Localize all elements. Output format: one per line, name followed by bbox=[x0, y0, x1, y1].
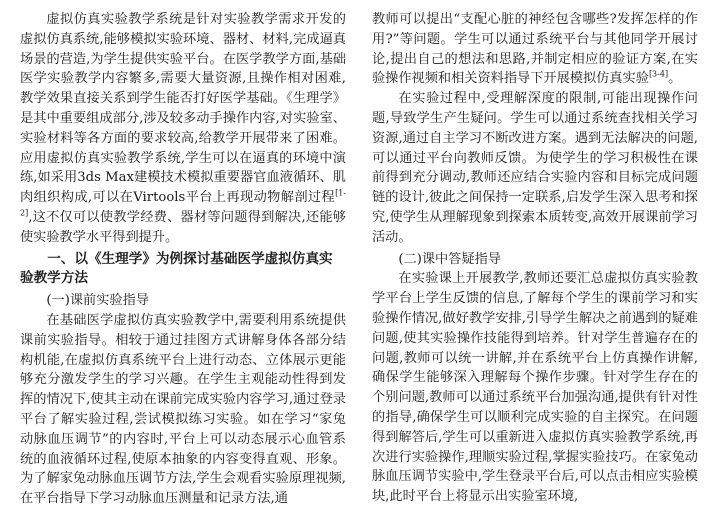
subsection-heading-1: (一)课前实验指导 bbox=[46, 293, 149, 309]
pre-class-paragraph: 在基础医学虚拟仿真实验教学中,需要利用系统提供课前实验指导。相较于通过挂图方式讲解身体各部分结构机能,在虚拟仿真系统平台上进行动态、立体展示更能够充分激发学生的学习兴趣。在学生主观能动性得到发挥的情况下,使其主动在课前完成实验内容学习,通过登录平台了解实验过程,尝试模拟练习实验。如在学习“家兔动脉血压调节”的内容时,平台上可以动态展示心血管系统的血液循环过程,使原本抽象的内容变得直观、形象。为了解家兔动脉血压调节方法,学生会观看实验原理视频,在平台指导下学习动脉血压测量和记录方法,通 bbox=[20, 312, 346, 507]
intro-text-tail: ,这不仅可以使教学经费、器材等问题得到解决,还能够使实验教学水平得到提升。 bbox=[20, 209, 346, 245]
intro-paragraph bbox=[20, 10, 346, 248]
citation-1-2: [1-2] bbox=[20, 188, 346, 218]
citation-3-4: [3-4] bbox=[648, 70, 669, 79]
continued-text-tail: 。 bbox=[668, 71, 682, 87]
continued-text: 教师可以提出“支配心脏的神经包含哪些?发挥怎样的作用?”等问题。学生可以通过系统平台与其他同学开展讨论,提出自己的想法和思路,并制定相应的验证方案,在实验操作视频和相关资料指导下开展模拟仿真实验 bbox=[372, 12, 698, 87]
experiment-process-paragraph: 在实验过程中,受理解深度的限制,可能出现操作问题,导致学生产生疑问。学生可以通过系统查找相关学习资源,通过自主学习不断改进方案。遇到无法解决的问题,可以通过平台向教师反馈。为使学生的学习积极性在课前得到充分调动,教师还应结合实验内容和目标完成问题链的设计,彼此之间保持一定联系,启发学生深入思考和探究,使学生从理解现象到探索本质转变,高效开展课前学习活动。 bbox=[372, 91, 698, 245]
intro-text: 虚拟仿真实验教学系统是针对实验教学需求开发的虚拟仿真系统,能够模拟实验环境、器材、材料,完成逼真场景的营造,为学生提供实验平台。在医学教学方面,基础医学实验教学内容繁多,需要大量资源,且操作相对困难,教学效果直接关系到学生能否打好医学基础。《生理学》是其中重要组成部分,涉及较多动手操作内容,对实验室、实验材料等各方面的要求较高,给教学开展带来了困难。应用虚拟仿真实验教学系统,学生可以在逼真的环境中演练,如采用3ds Max建模技术模拟重要器官血液循环、肌肉组织构成,可以在Virtools平台上再现动物解剖过程 bbox=[20, 12, 346, 206]
continued-paragraph bbox=[372, 10, 698, 89]
left-column bbox=[20, 10, 346, 508]
section-heading-1: 一、以《生理学》为例探讨基础医学虚拟仿真实验教学方法 bbox=[20, 250, 333, 287]
subsection-heading-2: (二)课中答疑指导 bbox=[398, 251, 501, 267]
right-column bbox=[372, 10, 698, 507]
in-class-paragraph: 在实验课上开展教学,教师还要汇总虚拟仿真实验教学平台上学生反馈的信息,了解每个学生的课前学习和实验操作情况,做好教学安排,引导学生解决之前遇到的疑难问题,使其实验操作技能得到培养。针对学生普遍存在的问题,教师可以统一讲解,并在系统平台上仿真操作讲解,确保学生能够深入理解每个操作步骤。针对学生存在的个别问题,教师可以通过系统平台加强沟通,提供有针对性的指导,确保学生可以顺利完成实验的自主探究。在问题得到解答后,学生可以重新进入虚拟仿真实验教学系统,再次进行实验操作,理顺实验过程,掌握实验技巧。在家兔动脉血压调节实验中,学生登录平台后,可以点击相应实验模块,此时平台上将显示出实验室环境, bbox=[372, 271, 698, 505]
